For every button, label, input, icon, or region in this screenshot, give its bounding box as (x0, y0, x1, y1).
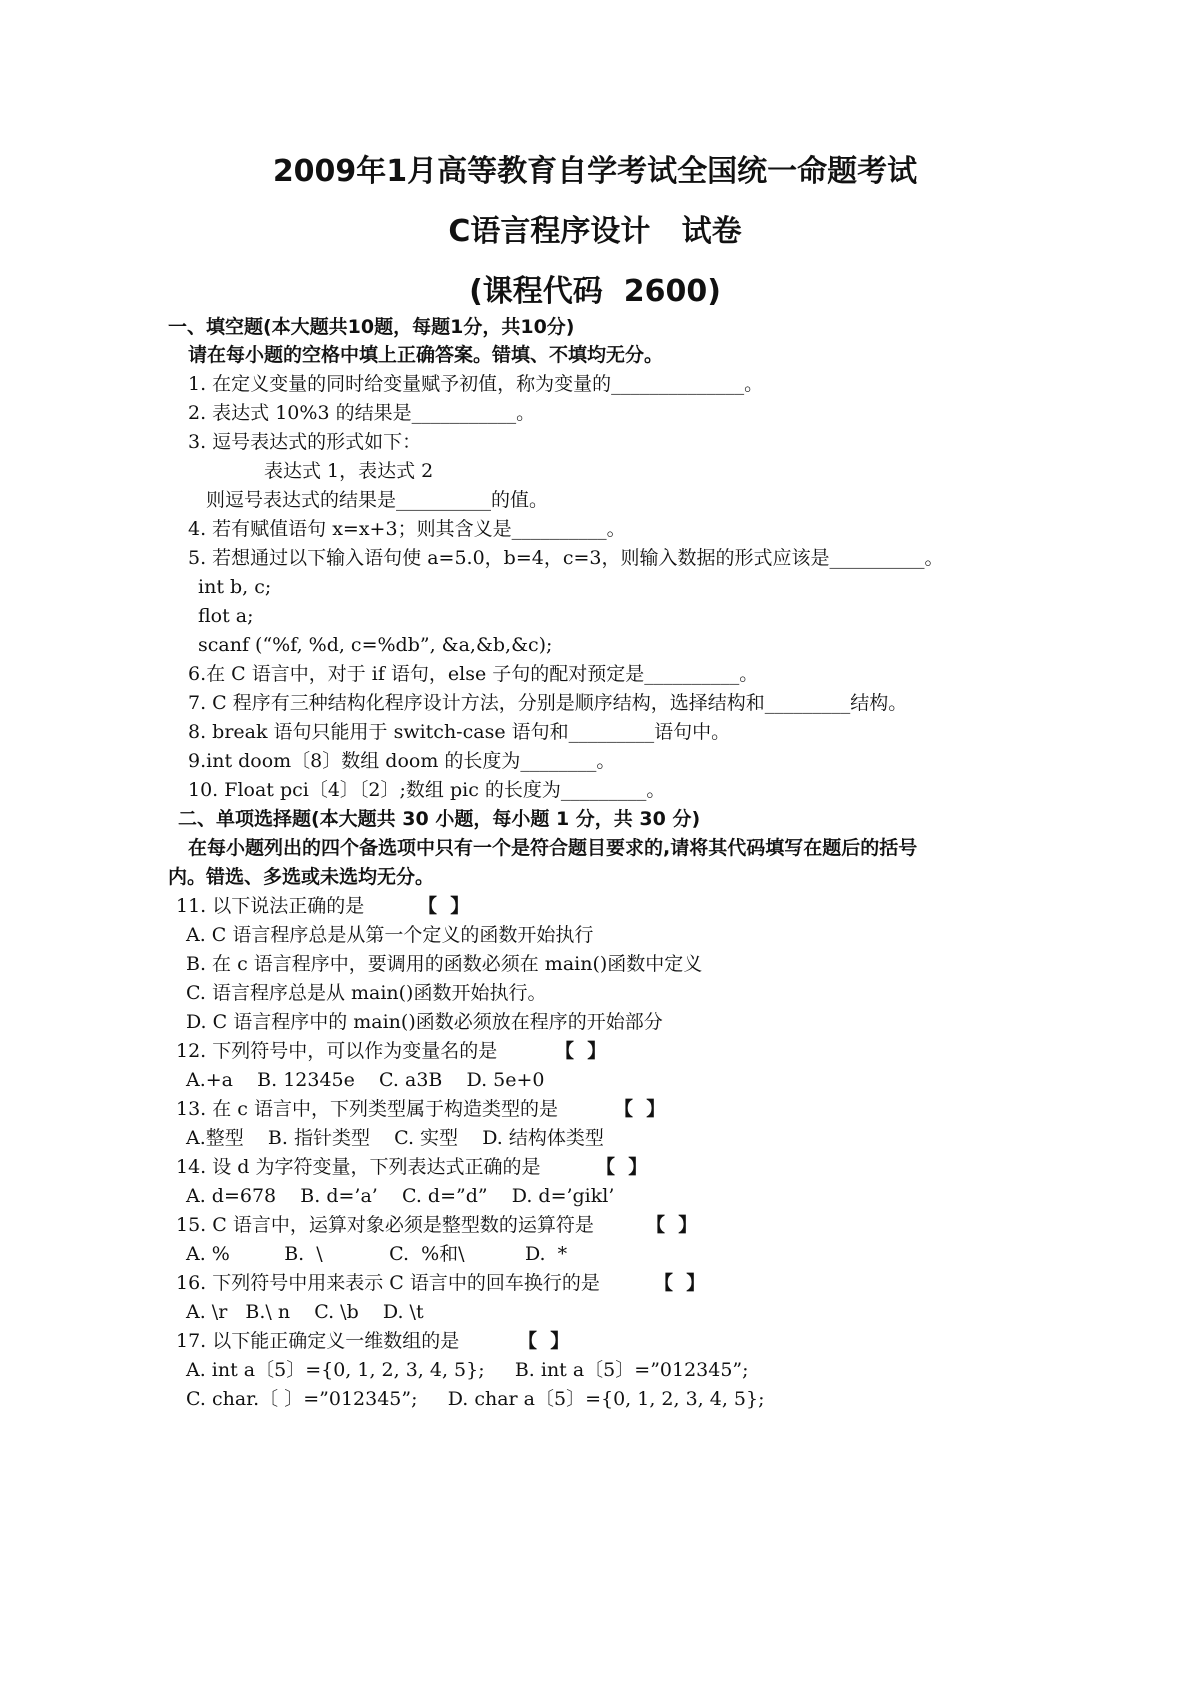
option-line: A. % B. \ C. %和\ D. * (186, 1243, 568, 1265)
answer-bracket: 【 】 (654, 1272, 706, 1294)
option-line: A.整型 B. 指针类型 C. 实型 D. 结构体类型 (186, 1127, 604, 1149)
option-line: D. C 语言程序中的 main()函数必须放在程序的开始部分 (186, 1011, 663, 1033)
course-code: (课程代码 2600) (469, 274, 721, 309)
question-line: 4. 若有赋值语句 x=x+3；则其含义是__________。 (188, 518, 626, 540)
section2-instruction: 内。错选、多选或未选均无分。 (168, 866, 435, 888)
question-line: 3. 逗号表达式的形式如下： (188, 431, 422, 453)
question-line: 13. 在 c 语言中，下列类型属于构造类型的是 (176, 1098, 558, 1120)
question-line: 5. 若想通过以下输入语句使 a=5.0，b=4，c=3，则输入数据的形式应该是__________。 (188, 547, 944, 569)
course-title: C语言程序设计 试卷 (448, 214, 742, 249)
section2-heading: 二、单项选择题(本大题共 30 小题，每小题 1 分，共 30 分) (178, 808, 701, 830)
option-line: A. d=678 B. d=’a’ C. d=”d” D. d=’gikl’ (186, 1185, 615, 1207)
section2-instruction: 在每小题列出的四个备选项中只有一个是符合题目要求的,请将其代码填写在题后的括号 (188, 837, 918, 859)
question-line: 1. 在定义变量的同时给变量赋予初值，称为变量的______________。 (188, 373, 764, 395)
question-line: 14. 设 d 为字符变量，下列表达式正确的是 (176, 1156, 541, 1178)
section1-heading: 一、填空题(本大题共10题，每题1分，共10分) (168, 316, 575, 338)
question-line: 2. 表达式 10%3 的结果是___________。 (188, 402, 536, 424)
answer-bracket: 【 】 (596, 1156, 648, 1178)
question-line: 11. 以下说法正确的是 (176, 895, 365, 917)
question-line: 则逗号表达式的结果是__________的值。 (206, 489, 549, 511)
answer-bracket: 【 】 (646, 1214, 698, 1236)
code-line: scanf (“%f, %d, c=%db”, &a,&b,&c); (198, 634, 553, 656)
question-line: 17. 以下能正确定义一维数组的是 (176, 1330, 460, 1352)
question-line: 9.int doom〔8〕数组 doom 的长度为________。 (188, 750, 616, 772)
answer-bracket: 【 】 (518, 1330, 570, 1352)
question-line: 表达式 1，表达式 2 (264, 460, 434, 482)
answer-bracket: 【 】 (555, 1040, 607, 1062)
option-line: A. C 语言程序总是从第一个定义的函数开始执行 (186, 924, 594, 946)
option-line: A. int a〔5〕={0, 1, 2, 3, 4, 5}; B. int a〔5〕=”012345”; (186, 1359, 749, 1381)
option-line: A.+a B. 12345e C. a3B D. 5e+0 (186, 1069, 545, 1091)
question-line: 12. 下列符号中，可以作为变量名的是 (176, 1040, 498, 1062)
question-line: 15. C 语言中，运算对象必须是整型数的运算符是 (176, 1214, 594, 1236)
question-line: 10. Float pci〔4〕〔2〕;数组 pic 的长度为_________。 (188, 779, 666, 801)
option-line: A. \r B.\ n C. \b D. \t (186, 1301, 424, 1323)
section1-instruction: 请在每小题的空格中填上正确答案。错填、不填均无分。 (188, 344, 664, 366)
code-line: int b, c; (198, 576, 272, 598)
option-line: B. 在 c 语言程序中，要调用的函数必须在 main()函数中定义 (186, 953, 703, 975)
code-line: flot a; (198, 605, 254, 627)
question-line: 7. C 程序有三种结构化程序设计方法，分别是顺序结构，选择结构和_________结构。 (188, 692, 908, 714)
answer-bracket: 【 】 (418, 895, 470, 917)
answer-bracket: 【 】 (614, 1098, 666, 1120)
option-line: C. char.〔 〕=”012345”; D. char a〔5〕={0, 1, 2, 3, 4, 5}; (186, 1388, 765, 1410)
exam-title: 2009年1月高等教育自学考试全国统一命题考试 (272, 154, 918, 189)
question-line: 16. 下列符号中用来表示 C 语言中的回车换行的是 (176, 1272, 600, 1294)
question-line: 8. break 语句只能用于 switch-case 语句和_________语句中。 (188, 721, 731, 743)
option-line: C. 语言程序总是从 main()函数开始执行。 (186, 982, 547, 1004)
question-line: 6.在 C 语言中，对于 if 语句，else 子句的配对预定是__________。 (188, 663, 759, 685)
